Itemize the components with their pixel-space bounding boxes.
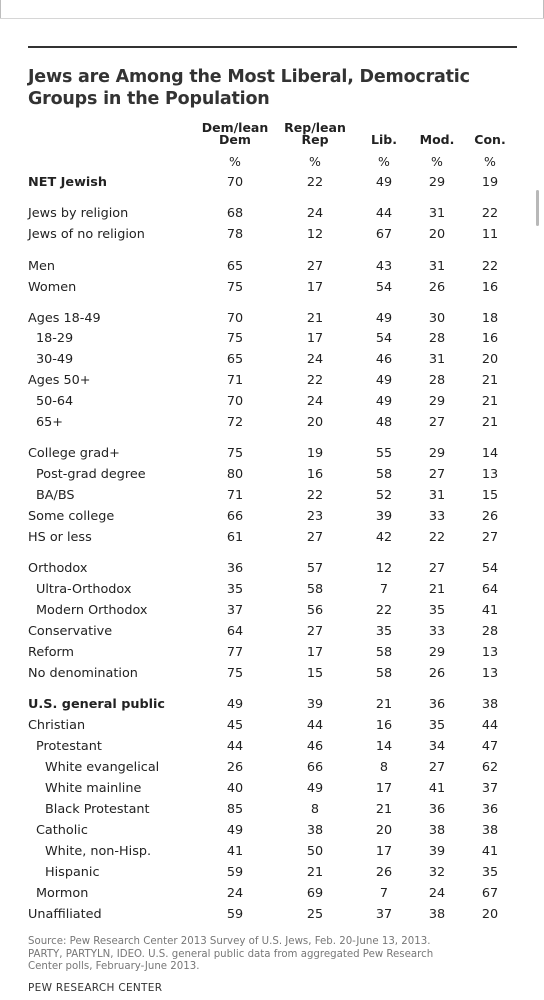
row-label: Catholic — [36, 823, 88, 838]
cell-value: 15 — [306, 666, 324, 681]
cell-value: 11 — [481, 227, 499, 242]
cell-value: 58 — [375, 645, 393, 660]
source-note — [28, 936, 508, 974]
cell-value: 44 — [226, 739, 244, 754]
cell-value: 38 — [428, 823, 446, 838]
cell-value: 49 — [306, 781, 324, 796]
cell-value: 61 — [226, 530, 244, 545]
unit-label: % — [431, 154, 443, 169]
cell-value: 31 — [428, 206, 446, 221]
cell-value: 17 — [306, 280, 324, 295]
cell-value: 49 — [375, 373, 393, 388]
cell-value: 35 — [481, 865, 499, 880]
top-rule — [28, 46, 517, 48]
cell-value: 54 — [375, 331, 393, 346]
cell-value: 33 — [428, 509, 446, 524]
row-label: HS or less — [28, 530, 92, 545]
cell-value: 31 — [428, 259, 446, 274]
cell-value: 33 — [428, 624, 446, 639]
cell-value: 35 — [428, 718, 446, 733]
cell-value: 38 — [306, 823, 324, 838]
column-header-line-1: Rep/lean — [284, 120, 346, 135]
cell-value: 17 — [375, 781, 393, 796]
table-row — [0, 718, 544, 736]
table-row — [0, 467, 544, 485]
row-label: 50-64 — [36, 394, 74, 409]
cell-value: 29 — [428, 446, 446, 461]
column-header-lib — [354, 134, 414, 146]
cell-value: 49 — [226, 697, 244, 712]
row-label: Ultra-Orthodox — [36, 582, 132, 597]
cell-value: 27 — [428, 467, 446, 482]
row-label: Some college — [28, 509, 115, 524]
row-label: Women — [28, 280, 77, 295]
cell-value: 52 — [375, 488, 393, 503]
cell-value: 49 — [375, 311, 393, 326]
cell-value: 37 — [375, 907, 393, 922]
cell-value: 69 — [306, 886, 324, 901]
cell-value: 75 — [226, 331, 244, 346]
row-label: Christian — [28, 718, 86, 733]
cell-value: 44 — [481, 718, 499, 733]
cell-value: 16 — [306, 467, 324, 482]
table-row — [0, 865, 544, 883]
cell-value: 21 — [375, 802, 393, 817]
cell-value: 59 — [226, 865, 244, 880]
title-line-2: Groups in the Population — [28, 89, 270, 109]
cell-value: 80 — [226, 467, 244, 482]
table-row — [0, 561, 544, 579]
cell-value: 49 — [375, 394, 393, 409]
cell-value: 18 — [481, 311, 499, 326]
cell-value: 13 — [481, 645, 499, 660]
cell-value: 30 — [428, 311, 446, 326]
row-label: Post-grad degree — [36, 467, 146, 482]
cell-value: 68 — [226, 206, 244, 221]
cell-value: 70 — [226, 175, 244, 190]
cell-value: 58 — [375, 666, 393, 681]
cell-value: 29 — [428, 394, 446, 409]
page-title — [28, 66, 508, 110]
cell-value: 57 — [306, 561, 324, 576]
cell-value: 35 — [375, 624, 393, 639]
cell-value: 41 — [428, 781, 446, 796]
column-header-mod — [407, 134, 467, 146]
row-label: Black Protestant — [45, 802, 150, 817]
cell-value: 27 — [481, 530, 499, 545]
cell-value: 8 — [310, 802, 320, 817]
cell-value: 26 — [428, 666, 446, 681]
cell-value: 26 — [428, 280, 446, 295]
table-row — [0, 666, 544, 684]
cell-value: 49 — [226, 823, 244, 838]
cell-value: 71 — [226, 373, 244, 388]
row-label: 65+ — [36, 415, 64, 430]
table-row — [0, 373, 544, 391]
cell-value: 67 — [375, 227, 393, 242]
cell-value: 29 — [428, 645, 446, 660]
cell-value: 19 — [306, 446, 324, 461]
table-row — [0, 781, 544, 799]
cell-value: 20 — [306, 415, 324, 430]
cell-value: 12 — [375, 561, 393, 576]
cell-value: 70 — [226, 394, 244, 409]
cell-value: 71 — [226, 488, 244, 503]
cell-value: 21 — [428, 582, 446, 597]
cell-value: 59 — [226, 907, 244, 922]
cell-value: 16 — [481, 331, 499, 346]
cell-value: 75 — [226, 666, 244, 681]
cell-value: 16 — [375, 718, 393, 733]
cell-value: 38 — [481, 697, 499, 712]
row-label: Unaffiliated — [28, 907, 102, 922]
table-row — [0, 603, 544, 621]
source-line-2: PARTY, PARTYLN, IDEO. U.S. general public data from aggregated Pew Research — [28, 948, 434, 960]
cell-value: 65 — [226, 352, 244, 367]
cell-value: 38 — [428, 907, 446, 922]
cell-value: 32 — [428, 865, 446, 880]
cell-value: 43 — [375, 259, 393, 274]
cell-value: 21 — [481, 373, 499, 388]
cell-value: 24 — [226, 886, 244, 901]
row-label: BA/BS — [36, 488, 75, 503]
cell-value: 55 — [375, 446, 393, 461]
cell-value: 44 — [306, 718, 324, 733]
cell-value: 47 — [481, 739, 499, 754]
table-row — [0, 175, 544, 193]
column-header-dem — [195, 122, 275, 146]
cell-value: 23 — [306, 509, 324, 524]
unit-label: % — [484, 154, 496, 169]
cell-value: 54 — [375, 280, 393, 295]
cell-value: 40 — [226, 781, 244, 796]
title-line-1: Jews are Among the Most Liberal, Democratic — [28, 67, 470, 87]
table-row — [0, 844, 544, 862]
cell-value: 22 — [481, 206, 499, 221]
cell-value: 46 — [375, 352, 393, 367]
cell-value: 45 — [226, 718, 244, 733]
cell-value: 22 — [375, 603, 393, 618]
cell-value: 35 — [226, 582, 244, 597]
row-label: Reform — [28, 645, 75, 660]
table-row — [0, 394, 544, 412]
row-label: 30-49 — [36, 352, 74, 367]
cell-value: 36 — [428, 697, 446, 712]
table-row — [0, 645, 544, 663]
source-line-3: Center polls, February-June 2013. — [28, 961, 200, 972]
cell-value: 21 — [375, 697, 393, 712]
cell-value: 66 — [306, 760, 324, 775]
cell-value: 50 — [306, 844, 324, 859]
cell-value: 19 — [481, 175, 499, 190]
cell-value: 27 — [428, 561, 446, 576]
cell-value: 22 — [481, 259, 499, 274]
column-header-line-2: Con. — [474, 132, 506, 147]
cell-value: 14 — [375, 739, 393, 754]
cell-value: 85 — [226, 802, 244, 817]
cell-value: 28 — [428, 373, 446, 388]
cell-value: 13 — [481, 666, 499, 681]
cell-value: 36 — [481, 802, 499, 817]
cell-value: 25 — [306, 907, 324, 922]
cell-value: 58 — [306, 582, 324, 597]
unit-label: % — [378, 154, 390, 169]
cell-value: 26 — [481, 509, 499, 524]
cell-value: 17 — [375, 844, 393, 859]
table-row — [0, 760, 544, 778]
cell-value: 49 — [375, 175, 393, 190]
cell-value: 21 — [306, 865, 324, 880]
table-row — [0, 739, 544, 757]
row-label: Protestant — [36, 739, 102, 754]
column-header-line-2: Mod. — [419, 132, 455, 147]
cell-value: 36 — [428, 802, 446, 817]
cell-value: 17 — [306, 645, 324, 660]
row-label: Ages 18-49 — [28, 311, 101, 326]
row-label: Orthodox — [28, 561, 88, 576]
cell-value: 36 — [226, 561, 244, 576]
column-header-con — [460, 134, 520, 146]
cell-value: 78 — [226, 227, 244, 242]
row-label: 18-29 — [36, 331, 74, 346]
cell-value: 77 — [226, 645, 244, 660]
cell-value: 39 — [428, 844, 446, 859]
cell-value: 15 — [481, 488, 499, 503]
row-label: NET Jewish — [28, 175, 108, 190]
table-row — [0, 415, 544, 433]
cell-value: 22 — [306, 488, 324, 503]
table-row — [0, 446, 544, 464]
cell-value: 24 — [306, 206, 324, 221]
cell-value: 14 — [481, 446, 499, 461]
row-label: Jews by religion — [28, 206, 129, 221]
cell-value: 29 — [428, 175, 446, 190]
unit-label: % — [229, 154, 241, 169]
cell-value: 27 — [306, 624, 324, 639]
cell-value: 20 — [481, 352, 499, 367]
cell-value: 7 — [379, 582, 389, 597]
cell-value: 67 — [481, 886, 499, 901]
cell-value: 24 — [428, 886, 446, 901]
row-label: No denomination — [28, 666, 138, 681]
cell-value: 28 — [481, 624, 499, 639]
table-row — [0, 582, 544, 600]
cell-value: 75 — [226, 280, 244, 295]
cell-value: 8 — [379, 760, 389, 775]
table-row — [0, 886, 544, 904]
cell-value: 65 — [226, 259, 244, 274]
cell-value: 34 — [428, 739, 446, 754]
row-label: Jews of no religion — [28, 227, 145, 242]
table-row — [0, 509, 544, 527]
row-label: Modern Orthodox — [36, 603, 148, 618]
row-label: Conservative — [28, 624, 113, 639]
cell-value: 58 — [375, 467, 393, 482]
cell-value: 21 — [481, 415, 499, 430]
unit-label: % — [309, 154, 321, 169]
table-row — [0, 280, 544, 298]
cell-value: 62 — [481, 760, 499, 775]
row-label: White mainline — [45, 781, 142, 796]
row-label: Mormon — [36, 886, 89, 901]
source-line-1: Source: Pew Research Center 2013 Survey of U.S. Jews, Feb. 20-June 13, 2013. — [28, 936, 431, 947]
column-header-line-1: Dem/lean — [201, 120, 269, 135]
cell-value: 26 — [375, 865, 393, 880]
cell-value: 37 — [481, 781, 499, 796]
cell-value: 28 — [428, 331, 446, 346]
table-row — [0, 823, 544, 841]
cell-value: 37 — [226, 603, 244, 618]
cell-value: 56 — [306, 603, 324, 618]
cell-value: 13 — [481, 467, 499, 482]
cell-value: 35 — [428, 603, 446, 618]
cell-value: 75 — [226, 446, 244, 461]
column-header-line-2: Lib. — [371, 132, 397, 147]
cell-value: 17 — [306, 331, 324, 346]
row-label: Hispanic — [45, 865, 100, 880]
cell-value: 12 — [306, 227, 324, 242]
cell-value: 44 — [375, 206, 393, 221]
cell-value: 72 — [226, 415, 244, 430]
table-row — [0, 259, 544, 277]
brand-name: PEW RESEARCH CENTER — [28, 982, 163, 994]
cell-value: 20 — [428, 227, 446, 242]
cell-value: 41 — [226, 844, 244, 859]
cell-value: 54 — [481, 561, 499, 576]
cell-value: 26 — [226, 760, 244, 775]
table-row — [0, 488, 544, 506]
row-label: College grad+ — [28, 446, 120, 461]
cell-value: 64 — [226, 624, 244, 639]
table-row — [0, 206, 544, 224]
cell-value: 27 — [306, 259, 324, 274]
row-label: Men — [28, 259, 56, 274]
cell-value: 41 — [481, 603, 499, 618]
table-row — [0, 697, 544, 715]
cell-value: 46 — [306, 739, 324, 754]
cell-value: 27 — [306, 530, 324, 545]
table-row — [0, 331, 544, 349]
cell-value: 31 — [428, 488, 446, 503]
cell-value: 24 — [306, 352, 324, 367]
cell-value: 66 — [226, 509, 244, 524]
column-header-line-2: Rep — [301, 132, 329, 147]
cell-value: 7 — [379, 886, 389, 901]
row-label: White evangelical — [45, 760, 160, 775]
cell-value: 22 — [306, 175, 324, 190]
cell-value: 38 — [481, 823, 499, 838]
table-row — [0, 227, 544, 245]
cell-value: 20 — [481, 907, 499, 922]
row-label: U.S. general public — [28, 697, 165, 712]
column-header-line-2: Dem — [219, 132, 251, 147]
table-row — [0, 352, 544, 370]
table-row — [0, 802, 544, 820]
cell-value: 64 — [481, 582, 499, 597]
cell-value: 27 — [428, 415, 446, 430]
cell-value: 48 — [375, 415, 393, 430]
row-label: Ages 50+ — [28, 373, 91, 388]
cell-value: 20 — [375, 823, 393, 838]
cell-value: 21 — [306, 311, 324, 326]
cell-value: 42 — [375, 530, 393, 545]
table-row — [0, 311, 544, 329]
cell-value: 39 — [306, 697, 324, 712]
table-row — [0, 624, 544, 642]
cell-value: 27 — [428, 760, 446, 775]
column-header-rep — [275, 122, 355, 146]
cell-value: 24 — [306, 394, 324, 409]
window-frame-edge — [0, 18, 544, 19]
cell-value: 31 — [428, 352, 446, 367]
cell-value: 70 — [226, 311, 244, 326]
cell-value: 16 — [481, 280, 499, 295]
cell-value: 21 — [481, 394, 499, 409]
table-row — [0, 907, 544, 925]
cell-value: 22 — [428, 530, 446, 545]
window-frame-left — [0, 0, 1, 18]
cell-value: 39 — [375, 509, 393, 524]
table-row — [0, 530, 544, 548]
cell-value: 41 — [481, 844, 499, 859]
row-label: White, non-Hisp. — [45, 844, 152, 859]
cell-value: 22 — [306, 373, 324, 388]
